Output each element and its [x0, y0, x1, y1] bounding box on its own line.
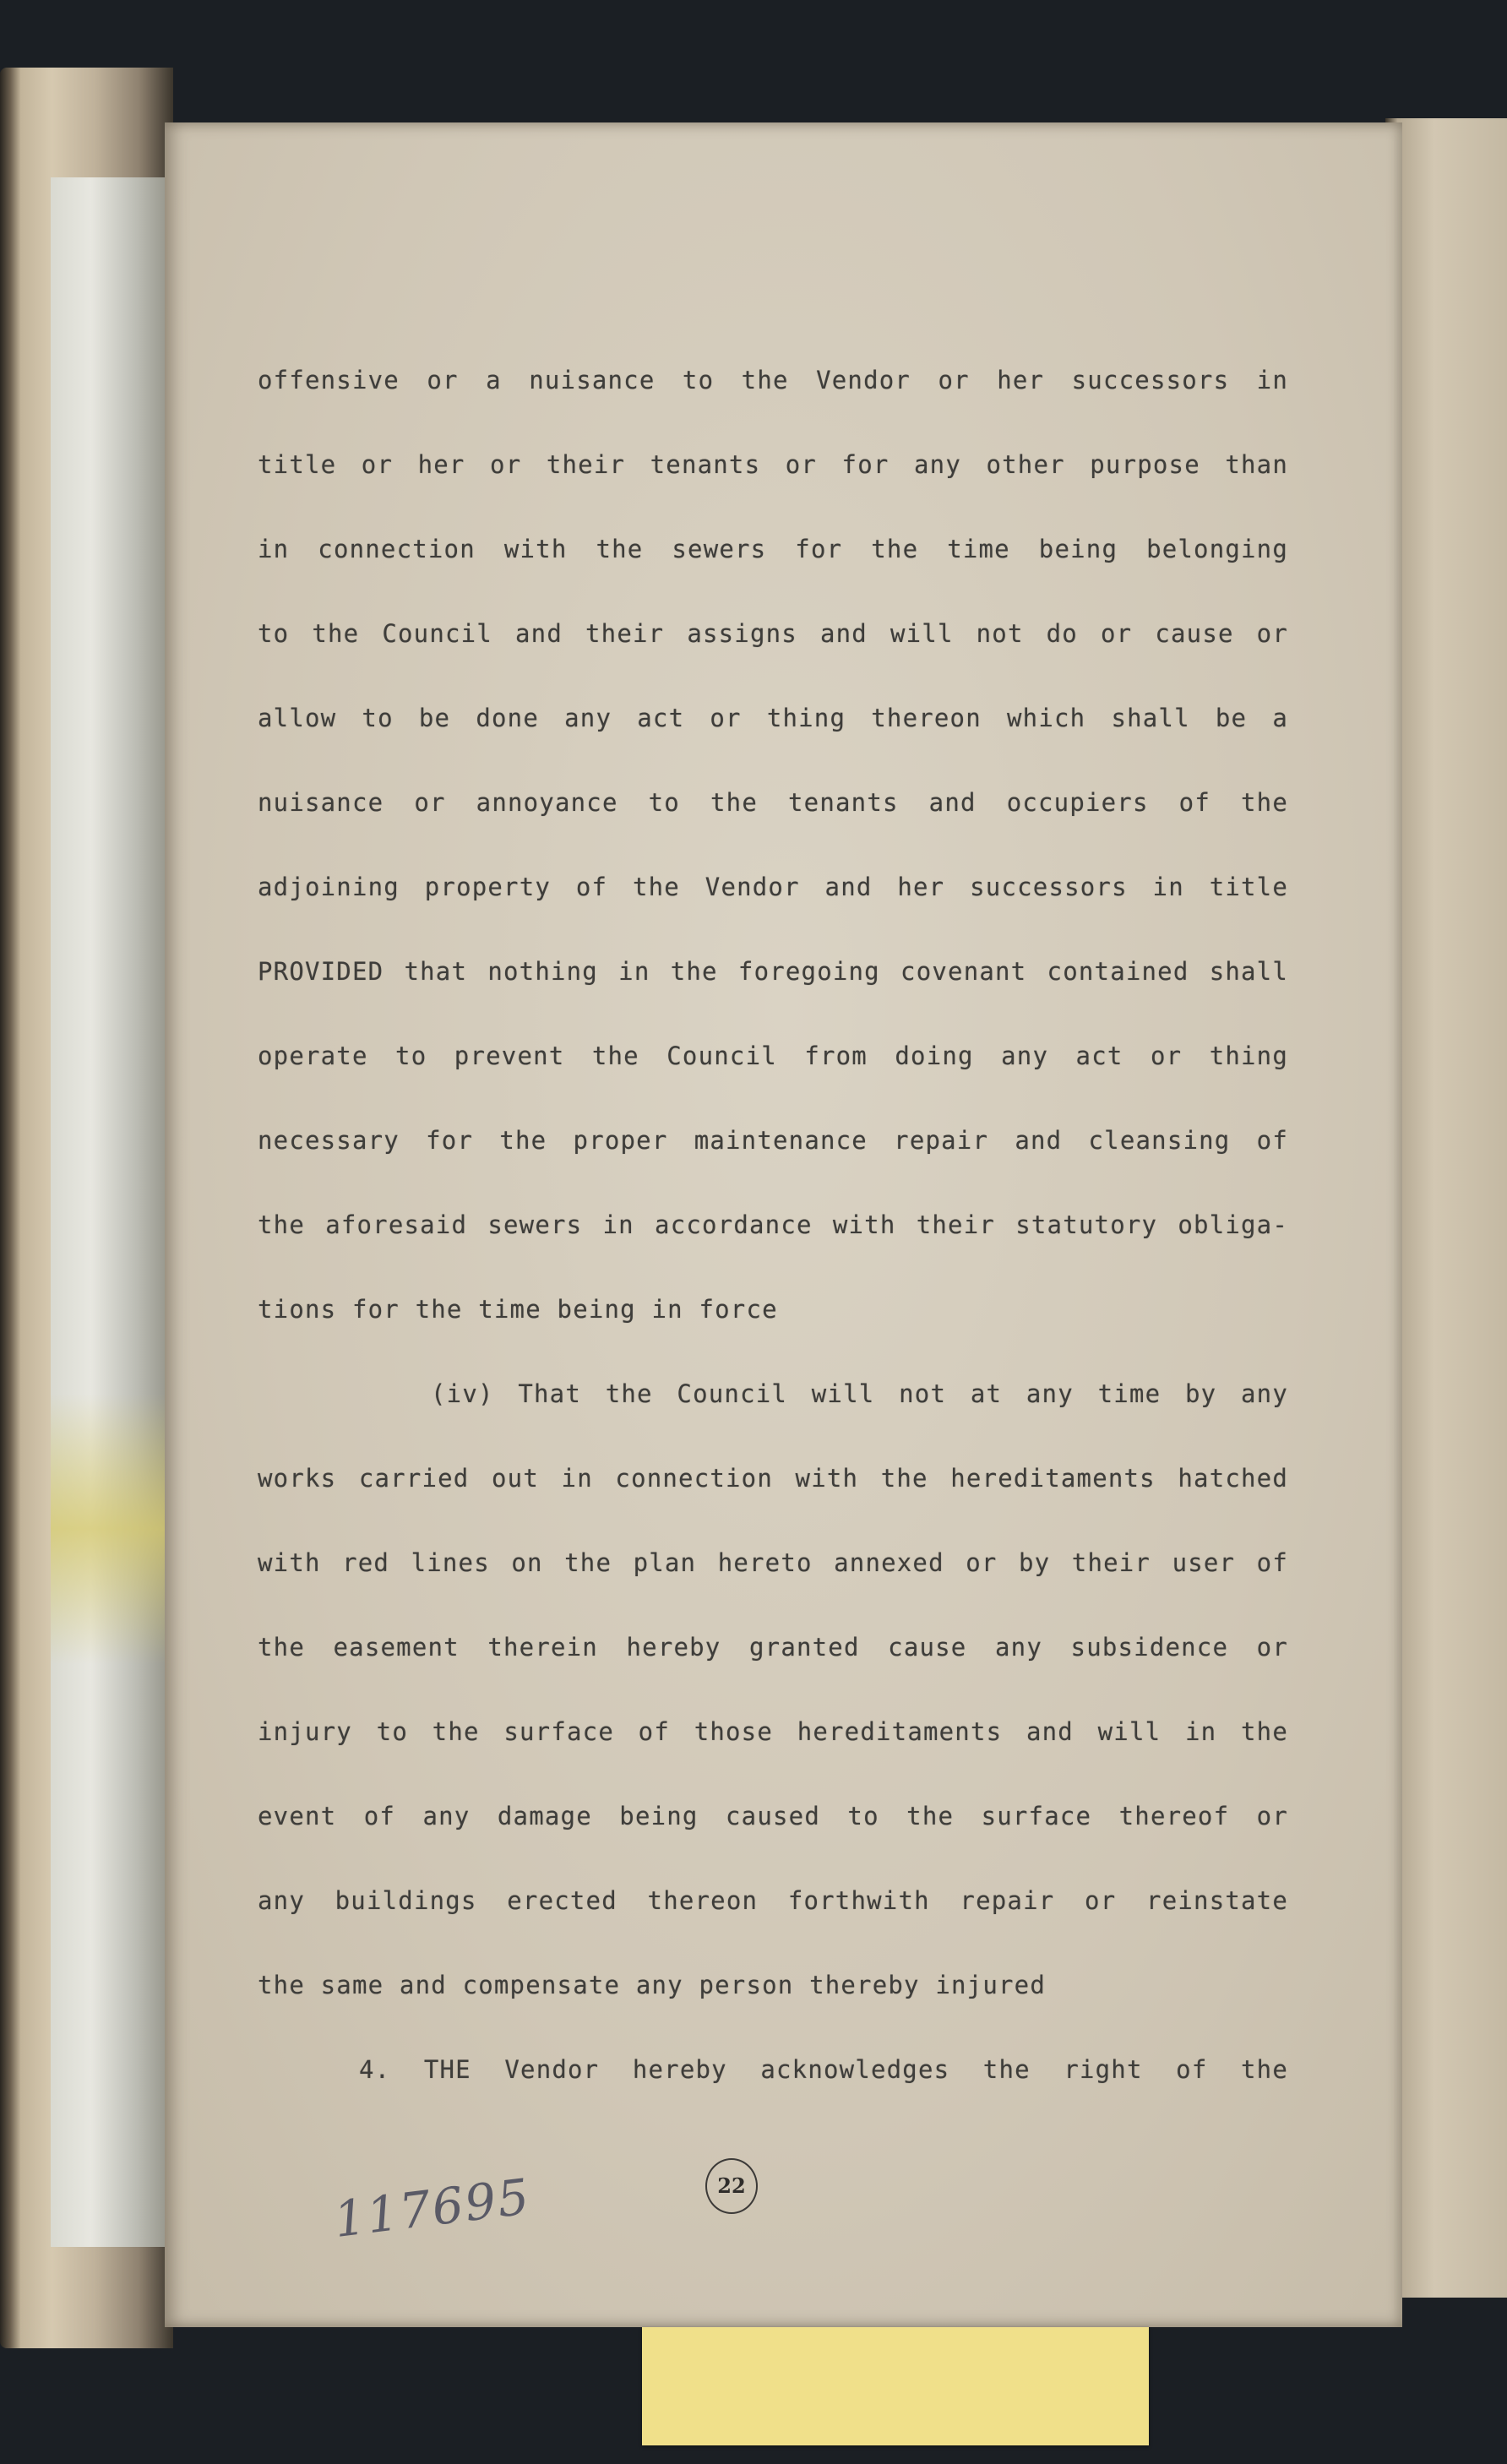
text-line: adjoining property of the Vendor and her successors in title	[258, 873, 1288, 901]
text-line: injury to the surface of those hereditaments and will in the	[258, 1717, 1288, 1746]
text-line: allow to be done any act or thing thereon which shall be a	[258, 704, 1288, 732]
binding-tape-stain	[51, 1394, 165, 1664]
clause-iv-start: (iv) That the Council will not at any time by any	[431, 1379, 1288, 1408]
text-line: offensive or a nuisance to the Vendor or her successors in	[258, 366, 1288, 394]
text-line: the aforesaid sewers in accordance with their statutory obliga-	[258, 1210, 1288, 1239]
text-line: necessary for the proper maintenance repair and cleansing of	[258, 1126, 1288, 1155]
document-page	[165, 122, 1402, 2327]
text-line: works carried out in connection with the hereditaments hatched	[258, 1464, 1288, 1493]
text-line: nuisance or annoyance to the tenants and occupiers of the	[258, 788, 1288, 817]
text-line: the same and compensate any person thereby injured	[258, 1971, 1046, 1999]
clause-4-start: 4. THE Vendor hereby acknowledges the right of the	[359, 2055, 1288, 2084]
text-line: tions for the time being in force	[258, 1295, 778, 1324]
typed-text-block	[258, 338, 1288, 2112]
text-line: PROVIDED that nothing in the foregoing covenant contained shall	[258, 957, 1288, 986]
next-page-edge	[1385, 118, 1507, 2298]
text-line: operate to prevent the Council from doing any act or thing	[258, 1042, 1288, 1070]
text-line: to the Council and their assigns and will not do or cause or	[258, 619, 1288, 648]
text-line: in connection with the sewers for the time being belonging	[258, 535, 1288, 563]
binding-tape-strip	[51, 177, 165, 2247]
handwritten-reference-number: 117695	[330, 2168, 534, 2249]
text-line: the easement therein hereby granted cause any subsidence or	[258, 1633, 1288, 1662]
sticky-note-tab	[642, 2327, 1149, 2445]
text-line: event of any damage being caused to the surface thereof or	[258, 1802, 1288, 1830]
text-line: any buildings erected thereon forthwith repair or reinstate	[258, 1886, 1288, 1915]
page-number-circle: 22	[705, 2158, 758, 2214]
text-line: with red lines on the plan hereto annexed or by their user of	[258, 1548, 1288, 1577]
text-line: title or her or their tenants or for any other purpose than	[258, 450, 1288, 479]
